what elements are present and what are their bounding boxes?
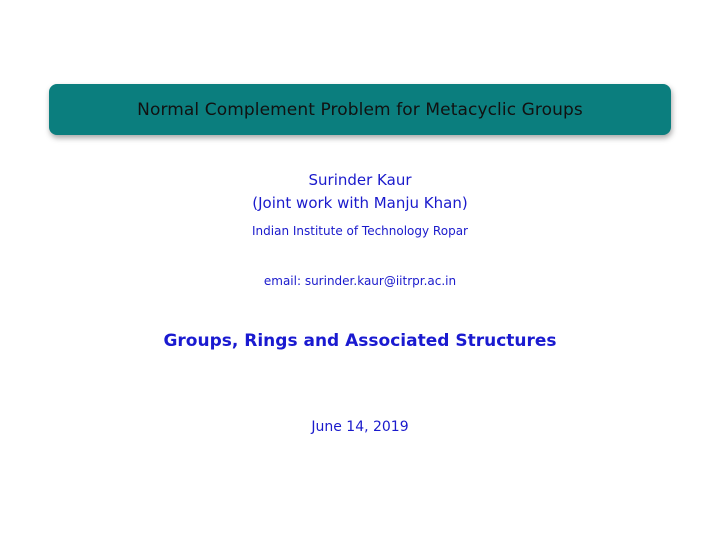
- coauthor-note: (Joint work with Manju Khan): [252, 194, 468, 212]
- author-block: [0, 169, 720, 215]
- date: June 14, 2019: [311, 419, 409, 435]
- author-name: Surinder Kaur: [308, 171, 412, 189]
- slide-title: Normal Complement Problem for Metacyclic Groups: [137, 99, 583, 120]
- institute: Indian Institute of Technology Ropar: [252, 224, 468, 238]
- title-box: [49, 84, 671, 135]
- email: email: surinder.kaur@iitrpr.ac.in: [263, 274, 457, 288]
- conference-name: Groups, Rings and Associated Structures: [163, 331, 557, 351]
